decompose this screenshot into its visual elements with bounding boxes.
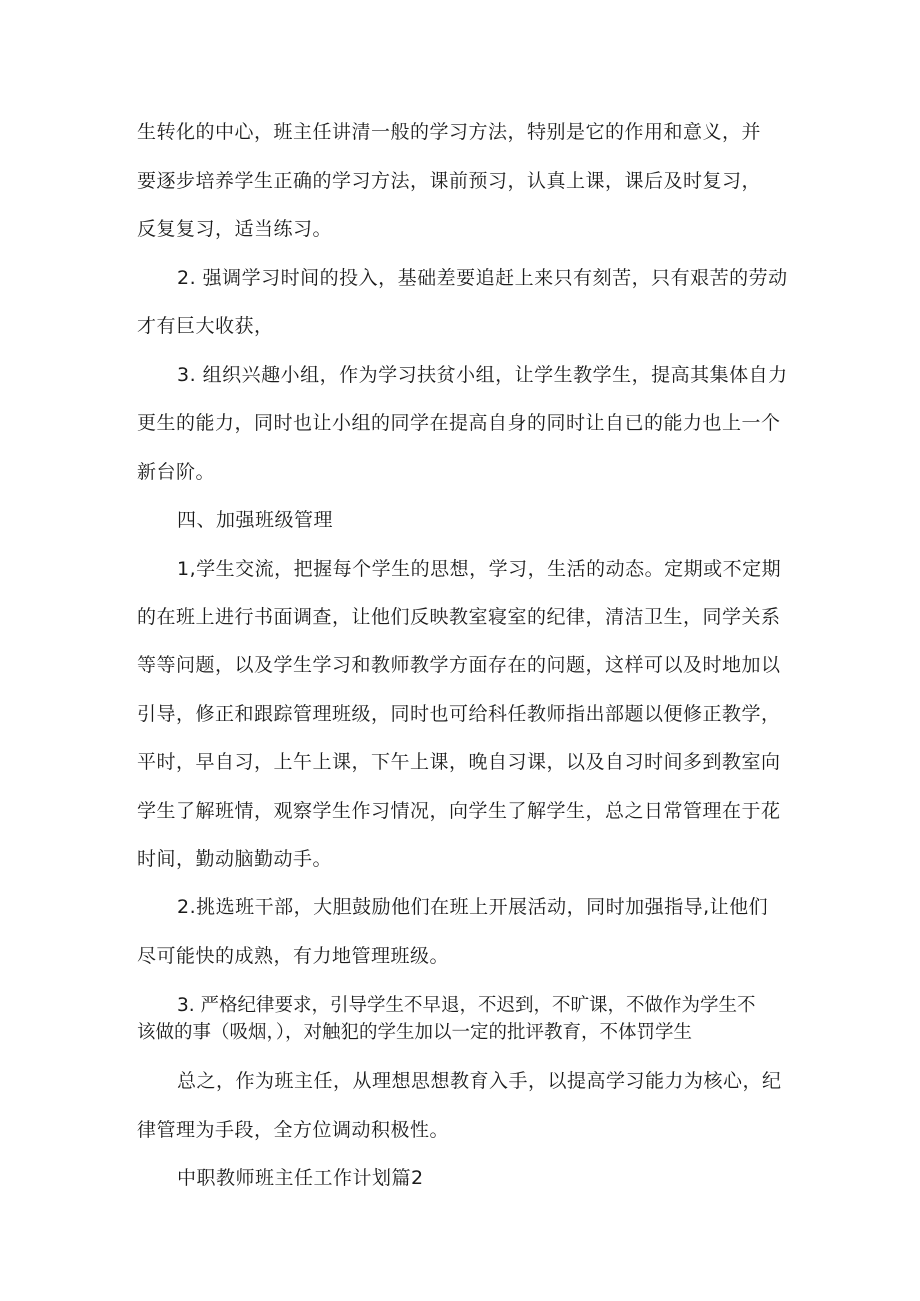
text-line: 更生的能力，同时也让小组的同学在提高自身的同时让自已的能力也上一个 [137, 412, 781, 434]
text-line: 平时，早自习，上午上课，下午上课，晚自习课，以及自习时间多到教室向 [137, 751, 781, 773]
text-line: 时间，勤动脑勤动手。 [137, 848, 333, 870]
list-item-text: 3. 严格纪律要求，引导学生不早退，不迟到，不旷课，不做作为学生不 [177, 995, 756, 1016]
text-line: 总之，作为班主任，从理想思想教育入手，以提高学习能力为核心，纪 [177, 1070, 782, 1092]
text-line: 的在班上进行书面调查，让他们反映教室寝室的纪律，清洁卫生，同学关系 [137, 606, 781, 628]
text-line: 学生了解班情，观察学生作习情况，向学生了解学生，总之日常管理在于花 [137, 800, 781, 822]
text-line: 等等问题，以及学生学习和教师教学方面存在的问题，这样可以及时地加以 [137, 654, 781, 676]
list-item-text: 1,学生交流，把握每个学生的思想，学习，生活的动态。定期或不定期 [177, 558, 782, 580]
text-line: 引导，修正和跟踪管理班级，同时也可给科任教师指出部题以便修正教学， [137, 703, 781, 725]
section-heading: 四、加强班级管理 [177, 509, 334, 531]
text-line: 生转化的中心，班主任讲清一般的学习方法，特别是它的作用和意义，并 [137, 121, 762, 143]
list-item-text: 2.挑选班干部，大胆鼓励他们在班上开展活动，同时加强指导,让他们 [177, 896, 769, 918]
list-item-text: 2. 强调学习时间的投入，基础差要追赶上来只有刻苦，只有艰苦的劳动 [177, 267, 788, 289]
text-line: 要逐步培养学生正确的学习方法，课前预习，认真上课，课后及时复习， [137, 170, 762, 192]
section-heading: 中职教师班主任工作计划篇2 [177, 1167, 424, 1189]
text-line: 反复复习，适当练习。 [137, 218, 333, 240]
text-line: 新台阶。 [137, 461, 216, 483]
text-line: 才有巨大收获， [137, 315, 274, 337]
text-line: 尽可能快的成熟，有力地管理班级。 [137, 945, 450, 967]
text-line: 该做的事（吸烟，），对触犯的学生加以一定的批评教育，不体罚学生 [137, 1022, 693, 1043]
text-line: 律管理为手段，全方位调动积极性。 [137, 1119, 450, 1141]
list-item-text: 3. 组织兴趣小组，作为学习扶贫小组，让学生教学生，提高其集体自力 [177, 364, 788, 386]
